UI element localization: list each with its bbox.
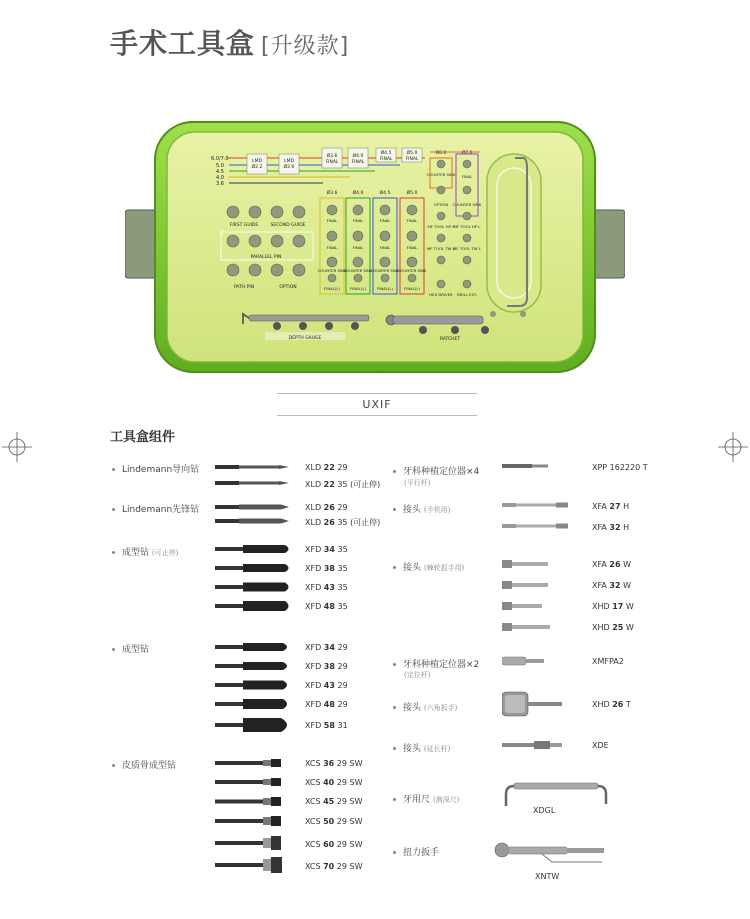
slot-label: OPTION: [279, 285, 297, 290]
box-label: Ø4.0: [352, 154, 364, 159]
tool-label: MF TOOL TW S: [427, 246, 455, 251]
col-row-label: FINAL(L): [404, 286, 420, 291]
product-code: XFA 32 W: [592, 581, 631, 590]
size-label: 4.5: [216, 169, 224, 175]
slot-label: SECOND GUIDE: [270, 223, 306, 228]
tool-label: OPTION: [433, 202, 449, 207]
product-code: XNTW: [535, 872, 560, 881]
ratchet-adapter-icon: [502, 580, 552, 590]
component-sub: (平行杆): [404, 479, 431, 487]
slot-label: FIRST GUIDE: [229, 223, 259, 228]
col-head: Ø5.0: [406, 191, 418, 196]
component-name: 扭力扳手: [393, 845, 439, 858]
col-row-label: FINAL(L): [324, 286, 340, 291]
size-label: 6.0/7.0: [211, 156, 229, 162]
col-row-label: FINAL: [352, 218, 364, 223]
component-name: 接头 (延长杆): [393, 741, 450, 754]
product-code: XDGL: [533, 806, 556, 815]
divider-top: [277, 393, 477, 394]
title-sub: [升级款]: [261, 34, 350, 59]
box-sub: FINAL: [405, 157, 419, 162]
product-code: XLD 26 35 (可止停): [305, 518, 381, 527]
ratchet-adapter-icon: [502, 559, 552, 569]
pilot-drill-icon: [215, 503, 290, 511]
tool-label: COUNTER SINK: [452, 202, 482, 207]
product-code: XFD 38 29: [305, 662, 348, 671]
slot-label: PARALLEL PIN: [250, 255, 282, 260]
col-head: Ø4.5: [379, 191, 391, 196]
col-row-label: FINAL: [352, 245, 364, 250]
tool-label: MF TOOL HP L: [453, 224, 481, 229]
component-name: 接头 (六角扳手): [393, 700, 457, 713]
box-sub: Ø2.6: [283, 165, 295, 170]
slot-label: PATH PIN: [233, 285, 255, 290]
product-code: XCS 50 29 SW: [305, 817, 363, 826]
torque-wrench-icon: [492, 838, 612, 866]
component-name: 接头 (手机用): [393, 502, 450, 515]
product-code: XCS 36 29 SW: [305, 759, 363, 768]
forming-drill-icon: [215, 544, 293, 554]
product-code: XFA 26 W: [592, 560, 631, 569]
product-code: XCS 60 29 SW: [305, 840, 363, 849]
box-label: Ø4.5: [380, 151, 392, 156]
product-code: XFD 43 35: [305, 583, 348, 592]
col-row-label: FINAL(L): [350, 286, 366, 291]
box-sub: FINAL: [379, 157, 393, 162]
product-code: XCS 70 29 SW: [305, 862, 363, 871]
col-head: Ø4.0: [352, 191, 364, 196]
col-row-label: FINAL: [326, 218, 338, 223]
product-code: XFD 34 35: [305, 545, 348, 554]
hex-driver-icon: [502, 622, 552, 632]
component-name: 牙科种植定位器×2: [393, 657, 479, 670]
component-name: 接头 (棘轮扳手用): [393, 560, 464, 573]
col-head: Ø3.6: [326, 191, 338, 196]
product-code: XHD 26 T: [592, 700, 631, 709]
col-row-label: COUNTER SINK: [397, 268, 427, 273]
lindemann-drill-icon: [215, 479, 290, 487]
forming-drill-icon: [215, 642, 293, 652]
forming-drill-icon: [215, 582, 293, 592]
size-label: 5.0: [216, 163, 224, 169]
component-name: 牙用尺 (测深尺): [393, 792, 459, 805]
product-code: XLD 22 29: [305, 463, 348, 472]
positioning-pin-icon: [502, 656, 547, 666]
product-code: XLD 26 29: [305, 503, 348, 512]
box-label: Ø6.0: [435, 151, 447, 156]
product-code: XMFPA2: [592, 657, 624, 666]
product-code: XDE: [592, 741, 609, 750]
extension-bar-icon: [502, 740, 564, 750]
handpiece-adapter-icon: [502, 501, 570, 509]
tool-label: COUNTER SINK: [426, 172, 456, 177]
crop-mark-right-icon: [718, 432, 748, 462]
title-main: 手术工具盒: [110, 27, 256, 60]
hex-adapter-icon: [502, 690, 564, 718]
component-name: 皮质骨成型钻: [112, 758, 176, 771]
component-name: 牙科种植定位器×4: [393, 464, 479, 477]
tool-label: MF TOOL HP S: [427, 224, 455, 229]
cortical-bone-drill-icon: [215, 796, 285, 807]
handpiece-adapter-icon: [502, 522, 570, 530]
tray-bottom-label: RATCHET: [439, 337, 461, 342]
box-sub: FINAL: [351, 160, 365, 165]
product-code: XHD 17 W: [592, 602, 634, 611]
product-code: XFD 43 29: [305, 681, 348, 690]
tool-label: FINAL: [461, 174, 473, 179]
forming-drill-icon: [215, 680, 293, 690]
model-label: UXIF: [362, 398, 392, 411]
product-code: XPP 162220 T: [592, 463, 648, 472]
box-sub: FINAL: [325, 160, 339, 165]
cortical-bone-drill-icon: [215, 758, 285, 768]
product-code: XFA 32 H: [592, 523, 630, 532]
product-code: XLD 22 35 (可止停): [305, 480, 381, 489]
col-row-label: FINAL: [379, 245, 391, 250]
box-sub: Ø2.2: [251, 165, 263, 170]
cortical-bone-drill-icon: [215, 836, 285, 850]
product-code: XHD 25 W: [592, 623, 634, 632]
tool-label: DRILL EXT.: [456, 292, 478, 297]
component-name: Lindemann导向钻: [112, 462, 199, 475]
crop-mark-left-icon: [2, 432, 32, 462]
col-row-label: COUNTER SINK: [370, 268, 400, 273]
pilot-drill-icon: [215, 517, 290, 525]
divider-bottom: [277, 415, 477, 416]
col-row-label: COUNTER SINK: [343, 268, 373, 273]
cortical-bone-drill-icon: [215, 815, 285, 827]
forming-drill-icon: [215, 601, 293, 611]
forming-drill-icon: [215, 718, 293, 732]
product-code: XFD 48 35: [305, 602, 348, 611]
cortical-bone-drill-icon: [215, 857, 285, 873]
col-row-label: FINAL: [326, 245, 338, 250]
product-code: XCS 45 29 SW: [305, 797, 363, 806]
product-code: XFD 48 29: [305, 700, 348, 709]
product-code: XFA 27 H: [592, 502, 630, 511]
tool-label: HEX DRIVER: [429, 292, 453, 297]
col-row-label: FINAL(L): [377, 286, 393, 291]
forming-drill-icon: [215, 699, 293, 709]
size-label: 3.6: [216, 181, 224, 187]
cortical-bone-drill-icon: [215, 777, 285, 787]
product-code: XFD 34 29: [305, 643, 348, 652]
surgical-kit-tray: [125, 118, 625, 376]
tool-label: MF TOOL TW L: [453, 246, 481, 251]
component-sub: (定位杆): [404, 671, 431, 679]
parallel-pin-icon: [502, 462, 550, 470]
col-row-label: COUNTER SINK: [317, 268, 347, 273]
product-code: XFD 38 35: [305, 564, 348, 573]
page-title: [110, 22, 349, 62]
box-label: LMD: [284, 159, 294, 164]
col-row-label: FINAL: [379, 218, 391, 223]
col-row-label: FINAL: [406, 245, 418, 250]
box-label: Ø3.6: [326, 154, 338, 159]
forming-drill-icon: [215, 661, 293, 671]
product-code: XCS 40 29 SW: [305, 778, 363, 787]
hex-driver-icon: [502, 601, 547, 611]
box-label: LMD: [252, 159, 262, 164]
box-label: Ø7.0: [461, 151, 473, 156]
product-code: XFD 58 31: [305, 721, 348, 730]
lindemann-drill-icon: [215, 463, 290, 471]
forming-drill-icon: [215, 563, 293, 573]
box-label: Ø5.0: [406, 151, 418, 156]
component-name: 成型钻: [112, 642, 149, 655]
component-name: Lindemann先锋钻: [112, 502, 199, 515]
tray-bottom-label: DEPTH GAUGE: [288, 336, 322, 341]
section-title: 工具盒组件: [110, 430, 176, 445]
size-label: 4.0: [216, 175, 224, 181]
col-row-label: FINAL: [406, 218, 418, 223]
component-name: 成型钻 (可止停): [112, 545, 178, 558]
